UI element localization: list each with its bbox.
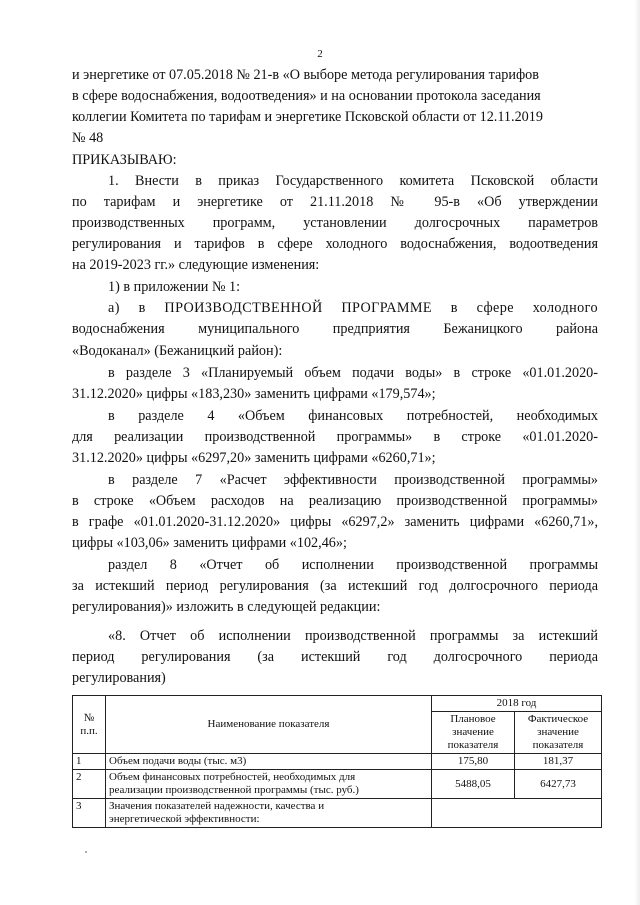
text-line: для реализации производственной программы» в строке «01.01.2020- — [72, 429, 598, 445]
text-line: раздел 8 «Отчет об исполнении производственной программы — [108, 557, 598, 573]
table-row — [73, 754, 602, 770]
text-line: № 48 — [72, 130, 104, 146]
text-line: по тарифам и энергетике от 21.11.2018 № 95-в «Об утверждении — [72, 194, 598, 210]
text-line: в разделе 7 «Расчет эффективности производственной программы» — [108, 472, 598, 488]
text-line: в разделе 4 «Объем финансовых потребностей, необходимых — [108, 408, 598, 424]
text-line: в строке «Объем расходов на реализацию производственной программы» — [72, 493, 598, 509]
text-line: 1) в приложении № 1: — [108, 279, 241, 295]
text-line: в сфере водоснабжения, водоотведения» и на основании протокола заседания — [72, 88, 541, 104]
text-line: 1. Внести в приказ Государственного комитета Псковской области — [108, 173, 598, 189]
header-plan: Плановое значение показателя — [432, 712, 515, 754]
table-header-row — [73, 696, 602, 712]
header-year: 2018 год — [432, 696, 602, 712]
text-line: 31.12.2020» цифры «6297,20» заменить цифрами «6260,71»; — [72, 450, 436, 466]
row-name: Объем финансовых потребностей, необходимых для реализации производственной программы (тыс. руб.) — [106, 770, 432, 799]
text-line: за истекший период регулирования (за истекший год долгосрочного периода — [72, 578, 598, 594]
text-line: на 2019-2023 гг.» следующие изменения: — [72, 257, 320, 273]
row-values — [432, 799, 602, 828]
text-line: и энергетике от 07.05.2018 № 21-в «О выборе метода регулирования тарифов — [72, 67, 539, 83]
row-num: 2 — [73, 770, 106, 799]
text-line: «8. Отчет об исполнении производственной программы за истекший — [108, 628, 598, 644]
row-fact: 6427,73 — [515, 770, 602, 799]
row-name: Объем подачи воды (тыс. м3) — [106, 754, 432, 770]
order-heading: ПРИКАЗЫВАЮ: — [72, 152, 177, 168]
table-row — [73, 770, 602, 799]
row-num: 1 — [73, 754, 106, 770]
scan-speck — [85, 851, 87, 853]
row-plan: 5488,05 — [432, 770, 515, 799]
report-table — [72, 695, 602, 828]
text-line: коллегии Комитета по тарифам и энергетике Псковской области от 12.11.2019 — [72, 109, 543, 125]
table-row — [73, 799, 602, 828]
row-fact: 181,37 — [515, 754, 602, 770]
text-line: производственных программ, установлении долгосрочных параметров — [72, 215, 598, 231]
header-num: № п.п. — [73, 696, 106, 754]
text-line: в разделе 3 «Планируемый объем подачи воды» в строке «01.01.2020- — [108, 365, 598, 381]
text-line: период регулирования (за истекший год долгосрочного периода — [72, 649, 598, 665]
scan-edge — [634, 0, 640, 905]
row-num: 3 — [73, 799, 106, 828]
text-line: «Водоканал» (Бежаницкий район): — [72, 343, 283, 359]
header-fact: Фактическое значение показателя — [515, 712, 602, 754]
row-name: Значения показателей надежности, качества и энергетической эффективности: — [106, 799, 432, 828]
text-line: регулирования и тарифов в сфере холодного водоснабжения, водоотведения — [72, 236, 598, 252]
text-line: а) в ПРОИЗВОДСТВЕННОЙ ПРОГРАММЕ в сфере холодного — [108, 300, 598, 316]
text-line: цифры «103,06» заменить цифрами «102,46»; — [72, 535, 347, 551]
row-plan: 175,80 — [432, 754, 515, 770]
page-number: 2 — [317, 48, 323, 60]
text-line: регулирования)» изложить в следующей редакции: — [72, 599, 381, 615]
text-line: водоснабжения муниципального предприятия Бежаницкого района — [72, 321, 598, 337]
text-line: 31.12.2020» цифры «183,230» заменить цифрами «179,574»; — [72, 386, 436, 402]
text-line: регулирования) — [72, 670, 166, 686]
header-indicator-name: Наименование показателя — [106, 696, 432, 754]
text-line: в графе «01.01.2020-31.12.2020» цифры «6297,2» заменить цифрами «6260,71», — [72, 514, 598, 530]
